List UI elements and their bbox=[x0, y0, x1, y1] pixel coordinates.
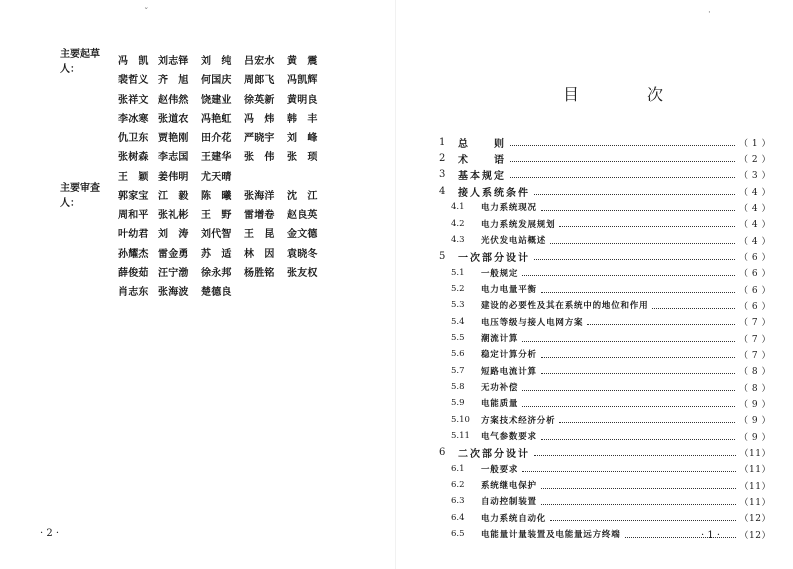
person-name: 张友权 bbox=[287, 267, 318, 279]
toc-entry-title: 电力系统现况 bbox=[481, 203, 537, 214]
toc-entry bbox=[439, 444, 771, 460]
toc-entry-number: 3 bbox=[439, 169, 446, 181]
toc-entry-title: 总 则 bbox=[458, 138, 506, 150]
toc-subentry bbox=[439, 493, 771, 509]
toc-page-number: （ 7 ） bbox=[739, 350, 771, 361]
toc-subentry bbox=[439, 216, 771, 232]
toc-page-number: （ 6 ） bbox=[739, 285, 771, 296]
toc-entry-number: 5.6 bbox=[451, 349, 465, 360]
toc-entry-title: 稳定计算分析 bbox=[481, 350, 537, 361]
toc-page-number: （11） bbox=[739, 497, 771, 508]
scan-mark: ˇ bbox=[144, 8, 149, 18]
toc-subentry bbox=[439, 395, 771, 411]
toc-entry-number: 5.1 bbox=[451, 267, 465, 278]
dot-leader bbox=[559, 226, 735, 227]
toc-page-number: （ 1 ） bbox=[739, 138, 771, 149]
toc-entry-number: 5.8 bbox=[451, 382, 465, 393]
person-name: 肖志东 bbox=[118, 287, 149, 299]
committee-row bbox=[60, 243, 330, 262]
person-name: 何国庆 bbox=[201, 75, 232, 87]
toc-subentry bbox=[439, 363, 771, 379]
toc-entry-number: 5.11 bbox=[451, 431, 470, 442]
toc-entry-title: 自动控制装置 bbox=[481, 497, 537, 508]
toc-entry-title: 电气参数要求 bbox=[481, 432, 537, 443]
dot-leader bbox=[510, 177, 735, 178]
person-name: 刘 峰 bbox=[287, 133, 318, 145]
person-name: 张树森 bbox=[118, 152, 149, 164]
left-page bbox=[0, 0, 396, 569]
toc-entry-number: 4 bbox=[439, 185, 446, 197]
person-name: 张道农 bbox=[158, 113, 189, 125]
person-name: 雷增卷 bbox=[244, 210, 275, 222]
dot-leader bbox=[522, 406, 735, 407]
committee-role: 主要起草人： bbox=[60, 48, 100, 75]
toc-entry bbox=[439, 248, 771, 264]
toc-page-number: （ 4 ） bbox=[739, 187, 771, 198]
toc-entry-number: 6.4 bbox=[451, 512, 465, 523]
toc-page-number: （ 9 ） bbox=[739, 399, 771, 410]
person-name: 贾艳刚 bbox=[158, 133, 189, 145]
toc-subentry bbox=[439, 510, 771, 526]
person-name: 张海波 bbox=[158, 287, 189, 299]
toc-entry bbox=[439, 183, 771, 199]
person-name: 李冰寒 bbox=[118, 113, 149, 125]
toc-entry-title: 短路电流计算 bbox=[481, 366, 537, 377]
dot-leader bbox=[559, 422, 735, 423]
person-name: 刘 纯 bbox=[201, 56, 232, 68]
committee-row bbox=[60, 223, 330, 242]
toc-entry-number: 6.1 bbox=[451, 463, 465, 474]
person-name: 赵良英 bbox=[287, 210, 318, 222]
person-name: 袁晓冬 bbox=[287, 248, 318, 260]
toc-entry-number: 5.7 bbox=[451, 365, 465, 376]
person-name: 金文德 bbox=[287, 229, 318, 241]
dot-leader bbox=[522, 390, 735, 391]
toc-entry-title: 方案技术经济分析 bbox=[481, 415, 556, 426]
person-name: 江 毅 bbox=[158, 190, 189, 202]
dot-leader bbox=[534, 455, 736, 456]
toc-subentry bbox=[439, 428, 771, 444]
person-name: 周郎飞 bbox=[244, 75, 275, 87]
person-name: 尤天晴 bbox=[201, 171, 232, 183]
toc-page-number: （ 8 ） bbox=[739, 367, 771, 378]
toc-subentry bbox=[439, 526, 771, 542]
toc-entry-title: 一次部分设计 bbox=[458, 252, 530, 264]
toc-title: 目 次 bbox=[563, 85, 690, 104]
committee-row bbox=[60, 262, 330, 281]
committee-row bbox=[60, 183, 330, 210]
person-name: 吕宏水 bbox=[244, 56, 275, 68]
committee-row bbox=[60, 48, 330, 75]
person-name: 姜伟明 bbox=[158, 171, 189, 183]
person-name: 王建华 bbox=[201, 152, 232, 164]
toc-entry-number: 6.5 bbox=[451, 529, 465, 540]
toc-page-number: （ 7 ） bbox=[739, 334, 771, 345]
toc-page-number: （ 4 ） bbox=[739, 236, 771, 247]
toc-entry-number: 5.3 bbox=[451, 300, 465, 311]
person-name: 刘志铎 bbox=[158, 56, 189, 68]
toc-subentry bbox=[439, 330, 771, 346]
person-name: 林 因 bbox=[244, 248, 275, 260]
toc-page-number: （ 9 ） bbox=[739, 432, 771, 443]
toc-page-number: （12） bbox=[739, 514, 771, 525]
person-name: 徐永邦 bbox=[201, 267, 232, 279]
dot-leader bbox=[522, 341, 735, 342]
person-name: 沈 江 bbox=[287, 190, 318, 202]
person-name: 张海洋 bbox=[244, 190, 275, 202]
toc-subentry bbox=[439, 412, 771, 428]
toc-page-number: （ 8 ） bbox=[739, 383, 771, 394]
person-name: 孙耀杰 bbox=[118, 248, 149, 260]
dot-leader bbox=[510, 145, 735, 146]
person-name: 楚德良 bbox=[201, 287, 232, 299]
toc-entry-title: 建设的必要性及其在系统中的地位和作用 bbox=[481, 301, 649, 312]
toc-subentry bbox=[439, 199, 771, 215]
toc-entry-title: 电力电量平衡 bbox=[481, 285, 537, 296]
person-name: 刘 涛 bbox=[158, 229, 189, 241]
person-name: 冯凯辉 bbox=[287, 75, 318, 87]
person-name: 张礼彬 bbox=[158, 210, 189, 222]
toc-entry-title: 接人系统条件 bbox=[458, 187, 530, 199]
committee-row bbox=[60, 146, 330, 165]
toc-entry-number: 1 bbox=[439, 136, 446, 148]
toc-subentry bbox=[439, 461, 771, 477]
toc-entry-number: 5 bbox=[439, 250, 446, 262]
toc-page-number: （ 6 ） bbox=[739, 252, 771, 263]
person-name: 郭家宝 bbox=[118, 190, 149, 202]
dot-leader bbox=[550, 243, 735, 244]
dot-leader bbox=[541, 488, 736, 489]
person-name: 张 伟 bbox=[244, 152, 275, 164]
person-name: 汪宁渤 bbox=[158, 267, 189, 279]
toc-subentry bbox=[439, 379, 771, 395]
person-name: 仇卫东 bbox=[118, 133, 149, 145]
toc-entry-title: 二次部分设计 bbox=[458, 448, 530, 460]
dot-leader bbox=[541, 357, 735, 358]
toc-page-number: （11） bbox=[739, 465, 771, 476]
toc-page-number: （ 4 ） bbox=[739, 220, 771, 231]
page-number-left: · 2 · bbox=[40, 528, 60, 539]
toc-page-number: （ 6 ） bbox=[739, 301, 771, 312]
person-name: 徐英新 bbox=[244, 94, 275, 106]
toc-entry-number: 5.9 bbox=[451, 398, 465, 409]
person-name: 黄明良 bbox=[287, 94, 318, 106]
committee-list bbox=[60, 50, 330, 300]
toc-entry-number: 4.3 bbox=[451, 235, 465, 246]
person-name: 刘代智 bbox=[201, 229, 232, 241]
table-of-contents bbox=[439, 134, 771, 542]
person-name: 周和平 bbox=[118, 210, 149, 222]
toc-entry-title: 一般要求 bbox=[481, 464, 519, 475]
toc-page-number: （ 7 ） bbox=[739, 318, 771, 329]
person-name: 冯 凯 bbox=[118, 56, 149, 68]
person-name: 雷金勇 bbox=[158, 248, 189, 260]
toc-entry-title: 无功补偿 bbox=[481, 383, 519, 394]
person-name: 严晓宇 bbox=[244, 133, 275, 145]
toc-entry-number: 5.2 bbox=[451, 284, 465, 295]
toc-page-number: （ 2 ） bbox=[739, 154, 771, 165]
person-name: 王 野 bbox=[201, 210, 232, 222]
person-name: 赵伟然 bbox=[158, 94, 189, 106]
toc-page-number: （11） bbox=[739, 481, 771, 492]
person-name: 陈 曦 bbox=[201, 190, 232, 202]
person-name: 田介花 bbox=[201, 133, 232, 145]
person-name: 李志国 bbox=[158, 152, 189, 164]
person-name: 齐 旭 bbox=[158, 75, 189, 87]
scan-mark: · bbox=[708, 8, 711, 18]
toc-page-number: （ 6 ） bbox=[739, 269, 771, 280]
dot-leader bbox=[541, 210, 735, 211]
toc-entry-title: 电力系统发展规划 bbox=[481, 219, 556, 230]
person-name: 王 昆 bbox=[244, 229, 275, 241]
toc-entry bbox=[439, 150, 771, 166]
person-name: 张祥文 bbox=[118, 94, 149, 106]
toc-entry-number: 5.4 bbox=[451, 316, 465, 327]
toc-subentry bbox=[439, 297, 771, 313]
dot-leader bbox=[534, 259, 735, 260]
dot-leader bbox=[522, 275, 735, 276]
toc-subentry bbox=[439, 265, 771, 281]
page-number-right: · 1 · bbox=[701, 530, 721, 541]
toc-entry-number: 6.3 bbox=[451, 496, 465, 507]
dot-leader bbox=[652, 308, 735, 309]
toc-subentry bbox=[439, 346, 771, 362]
toc-entry bbox=[439, 134, 771, 150]
right-page bbox=[396, 0, 793, 569]
committee-row bbox=[60, 127, 330, 146]
toc-page-number: （ 4 ） bbox=[739, 203, 771, 214]
committee-role: 主要审查人： bbox=[60, 183, 100, 210]
toc-subentry bbox=[439, 477, 771, 493]
toc-entry-title: 电压等级与接人电网方案 bbox=[481, 317, 584, 328]
dot-leader bbox=[541, 373, 735, 374]
person-name: 冯 炜 bbox=[244, 113, 275, 125]
toc-entry-number: 2 bbox=[439, 152, 446, 164]
person-name: 薛俊茹 bbox=[118, 267, 149, 279]
toc-entry-title: 系统继电保护 bbox=[481, 481, 537, 492]
toc-entry-title: 电能量计量装置及电能量远方终端 bbox=[481, 530, 621, 541]
toc-entry-title: 光伏发电站概述 bbox=[481, 236, 547, 247]
toc-entry-title: 潮流计算 bbox=[481, 334, 519, 345]
toc-entry-number: 6 bbox=[439, 446, 446, 458]
toc-page-number: （ 3 ） bbox=[739, 171, 771, 182]
toc-page-number: （12） bbox=[739, 530, 771, 541]
toc-entry-title: 电力系统自动化 bbox=[481, 513, 547, 524]
person-name: 裴哲义 bbox=[118, 75, 149, 87]
toc-subentry bbox=[439, 281, 771, 297]
toc-entry-number: 5.10 bbox=[451, 414, 470, 425]
dot-leader bbox=[510, 161, 735, 162]
toc-entry-title: 基本规定 bbox=[458, 171, 506, 183]
dot-leader bbox=[541, 504, 736, 505]
committee-row bbox=[60, 108, 330, 127]
toc-entry-title: 术 语 bbox=[458, 154, 506, 166]
committee-row bbox=[60, 281, 330, 300]
person-name: 王 颖 bbox=[118, 171, 149, 183]
toc-entry bbox=[439, 167, 771, 183]
toc-entry-number: 5.5 bbox=[451, 333, 465, 344]
dot-leader bbox=[541, 439, 735, 440]
person-name: 杨胜铭 bbox=[244, 267, 275, 279]
dot-leader bbox=[550, 520, 735, 521]
toc-entry-number: 4.1 bbox=[451, 202, 465, 213]
person-name: 黄 震 bbox=[287, 56, 318, 68]
person-name: 张 顼 bbox=[287, 152, 318, 164]
dot-leader bbox=[587, 324, 735, 325]
toc-entry-number: 6.2 bbox=[451, 480, 465, 491]
person-name: 冯艳虹 bbox=[201, 113, 232, 125]
toc-subentry bbox=[439, 232, 771, 248]
toc-entry-number: 4.2 bbox=[451, 218, 465, 229]
toc-page-number: （11） bbox=[739, 448, 771, 459]
dot-leader bbox=[534, 194, 735, 195]
dot-leader bbox=[541, 292, 735, 293]
toc-page-number: （ 9 ） bbox=[739, 416, 771, 427]
dot-leader bbox=[522, 471, 735, 472]
person-name: 叶幼君 bbox=[118, 229, 149, 241]
toc-entry-title: 电能质量 bbox=[481, 399, 519, 410]
committee-row bbox=[60, 89, 330, 108]
person-name: 饶建业 bbox=[201, 94, 232, 106]
toc-subentry bbox=[439, 314, 771, 330]
person-name: 韩 丰 bbox=[287, 113, 318, 125]
toc-entry-title: 一般规定 bbox=[481, 268, 519, 279]
person-name: 苏 适 bbox=[201, 248, 232, 260]
